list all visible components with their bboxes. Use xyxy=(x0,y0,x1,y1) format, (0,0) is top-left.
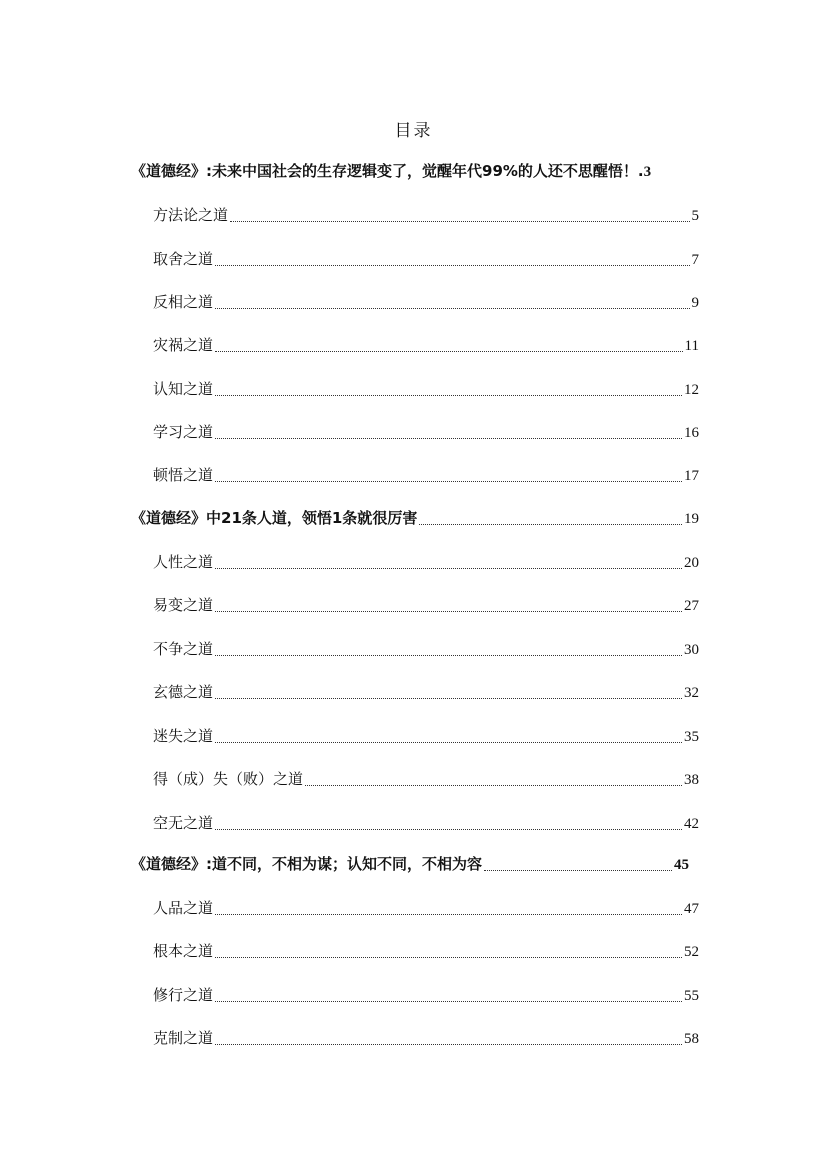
toc-entry-chapter-3[interactable] xyxy=(131,853,689,877)
toc-entry-label: 空无之道 xyxy=(153,814,214,832)
toc-entry-label: 克制之道 xyxy=(153,1029,214,1047)
toc-entry-label: 学习之道 xyxy=(153,423,214,441)
leader-dots xyxy=(215,957,682,958)
toc-entry-page: 20 xyxy=(684,555,699,571)
toc-entry[interactable] xyxy=(153,1027,699,1051)
toc-entry[interactable] xyxy=(153,248,699,272)
toc-entry[interactable] xyxy=(153,421,699,445)
toc-entry-page: 7 xyxy=(691,252,699,268)
toc-entry-page: 12 xyxy=(684,382,699,398)
toc-entry-page: 35 xyxy=(684,729,699,745)
toc-entry-page: 55 xyxy=(684,988,699,1004)
toc-entry-label: 《道德经》:未来中国社会的生存逻辑变了，觉醒年代99%的人还不思醒悟！. xyxy=(131,162,644,180)
toc-entry-page: 52 xyxy=(684,944,699,960)
toc-entry-chapter-2[interactable] xyxy=(131,507,699,531)
toc-entry-label: 根本之道 xyxy=(153,942,214,960)
leader-dots xyxy=(215,914,682,915)
toc-entry-label: 得（成）失（败）之道 xyxy=(153,770,304,788)
toc-entry[interactable] xyxy=(153,378,699,402)
leader-dots xyxy=(215,698,682,699)
toc-entry[interactable] xyxy=(153,594,699,618)
leader-dots xyxy=(215,308,689,309)
toc-entry-page: 3 xyxy=(643,164,652,180)
toc-entry-page: 5 xyxy=(691,208,699,224)
leader-dots xyxy=(215,481,682,482)
toc-entry-label: 不争之道 xyxy=(153,640,214,658)
toc-entry-page: 9 xyxy=(691,295,699,311)
toc-entry[interactable] xyxy=(153,681,699,705)
toc-entry-label: 认知之道 xyxy=(153,380,214,398)
toc-entry[interactable] xyxy=(153,638,699,662)
toc-entry[interactable] xyxy=(153,812,699,836)
toc-entry-page: 47 xyxy=(684,901,699,917)
leader-dots xyxy=(215,1044,682,1045)
toc-entry-label: 《道德经》中21条人道，领悟1条就很厉害 xyxy=(131,509,418,527)
toc-entry[interactable] xyxy=(153,897,699,921)
toc-entry[interactable] xyxy=(153,551,699,575)
leader-dots xyxy=(215,655,682,656)
leader-dots xyxy=(215,568,682,569)
toc-entry-label: 易变之道 xyxy=(153,596,214,614)
leader-dots xyxy=(215,829,682,830)
leader-dots xyxy=(484,870,672,871)
toc-entry[interactable] xyxy=(153,768,699,792)
toc-entry-page: 45 xyxy=(674,857,689,873)
leader-dots xyxy=(215,611,682,612)
leader-dots xyxy=(215,438,682,439)
toc-entry-label: 迷失之道 xyxy=(153,727,214,745)
leader-dots xyxy=(215,742,682,743)
toc-entry-label: 修行之道 xyxy=(153,986,214,1004)
leader-dots xyxy=(230,221,689,222)
toc-entry-label: 人性之道 xyxy=(153,553,214,571)
toc-title: 目录 xyxy=(394,121,433,141)
toc-entry[interactable] xyxy=(153,464,699,488)
toc-entry-page: 19 xyxy=(684,511,699,527)
toc-entry-page: 42 xyxy=(684,816,699,832)
leader-dots xyxy=(215,265,689,266)
toc-entry[interactable] xyxy=(153,984,699,1008)
toc-entry-page: 17 xyxy=(684,468,699,484)
toc-entry-label: 取舍之道 xyxy=(153,250,214,268)
toc-entry-label: 方法论之道 xyxy=(153,206,229,224)
toc-entry-label: 玄德之道 xyxy=(153,683,214,701)
leader-dots xyxy=(305,785,682,786)
toc-entry-page: 58 xyxy=(684,1031,699,1047)
toc-entry[interactable] xyxy=(153,204,699,228)
toc-entry-label: 《道德经》:道不同，不相为谋；认知不同，不相为容 xyxy=(131,855,483,873)
toc-entry-page: 27 xyxy=(684,598,699,614)
toc-entry-page: 32 xyxy=(684,685,699,701)
toc-entry[interactable] xyxy=(153,725,699,749)
leader-dots xyxy=(215,395,682,396)
toc-entry-label: 人品之道 xyxy=(153,899,214,917)
toc-entry-chapter-1[interactable] xyxy=(131,160,699,184)
toc-entry[interactable] xyxy=(153,291,699,315)
toc-entry-page: 11 xyxy=(684,338,699,354)
toc-entry-label: 顿悟之道 xyxy=(153,466,214,484)
leader-dots xyxy=(215,351,683,352)
leader-dots xyxy=(215,1001,682,1002)
toc-entry-label: 灾祸之道 xyxy=(153,336,214,354)
toc-entry-page: 38 xyxy=(684,772,699,788)
toc-entry-page: 16 xyxy=(684,425,699,441)
leader-dots xyxy=(419,524,682,525)
toc-entry-page: 30 xyxy=(684,642,699,658)
toc-entry[interactable] xyxy=(153,940,699,964)
toc-entry[interactable] xyxy=(153,334,699,358)
toc-entry-label: 反相之道 xyxy=(153,293,214,311)
